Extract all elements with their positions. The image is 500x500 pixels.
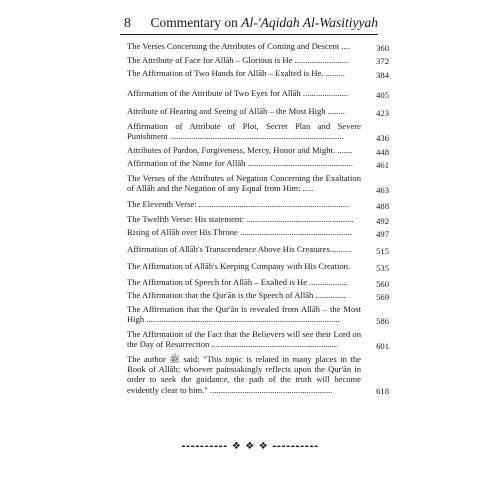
toc-entry[interactable]	[127, 41, 389, 53]
toc-entry[interactable]	[127, 244, 389, 256]
toc-entry-title: Rising of Allāh over His Throne ....................................................	[127, 227, 352, 237]
toc-entry[interactable]	[127, 304, 389, 326]
toc-entry-title: Attribute of Hearing and Seeing of Allāh – the Most High ........	[127, 106, 345, 116]
toc-entry-page: 448	[376, 146, 389, 157]
table-of-contents	[127, 41, 389, 396]
toc-entry-page: 360	[376, 42, 389, 53]
toc-entry[interactable]	[127, 106, 389, 118]
toc-entry-title: Attributes of Pardon, Forgiveness, Mercy, Honor and Might. .......	[127, 145, 353, 155]
toc-entry[interactable]	[127, 55, 389, 67]
toc-entry[interactable]	[127, 261, 389, 273]
toc-entry-title: The Affirmation of the Fact that the Believers will see their Lord on the Day of Resurrection ...........................................................	[127, 329, 361, 350]
toc-entry-page: 372	[376, 56, 389, 67]
toc-entry-title: The Verses Concerning the Attributes of Coming and Descent ....	[127, 41, 350, 51]
page-number: 8	[124, 16, 131, 31]
toc-entry[interactable]	[127, 145, 389, 157]
toc-entry-page: 436	[376, 132, 389, 143]
toc-entry-page: 497	[376, 228, 389, 239]
toc-entry-page: 535	[376, 262, 389, 273]
toc-entry-title: Affirmation of the Name for Allāh .................................................	[127, 158, 353, 168]
toc-entry[interactable]	[127, 227, 389, 239]
toc-entry-page: 384	[376, 69, 389, 80]
toc-entry-title: The Verses of the Attributes of Negation Concerning the Exaltation of Allāh and the Negation of any Equal from Him: .....	[127, 173, 361, 194]
toc-entry-title: The Eleventh Verse: ......................................................................	[127, 199, 350, 209]
toc-entry-page: 601	[376, 340, 389, 351]
toc-entry[interactable]	[127, 88, 389, 100]
toc-entry-page: 405	[376, 89, 389, 100]
toc-entry-title: The Affirmation that the Qur'ān is revealed from Allāh – the Most High ..........................................................................................	[127, 304, 361, 325]
toc-entry-page: 492	[376, 215, 389, 226]
toc-entry-title: The Affirmation of Speech for Allāh – Exalted is He ..................	[127, 277, 348, 287]
running-title	[151, 15, 379, 31]
toc-entry[interactable]	[127, 290, 389, 302]
toc-entry-page: 618	[376, 385, 389, 396]
toc-entry-title: The Twelfth Verse: His statement: ..................................................	[127, 214, 354, 224]
toc-entry[interactable]	[127, 277, 389, 289]
toc-entry[interactable]	[127, 121, 389, 143]
toc-entry[interactable]	[127, 68, 389, 80]
toc-entry-title: Affirmation of the Attribute of Two Eyes for Allāh .....................	[127, 88, 349, 98]
toc-entry[interactable]	[127, 158, 389, 170]
toc-entry-page: 423	[376, 107, 389, 118]
toc-entry[interactable]	[127, 199, 389, 211]
toc-entry[interactable]	[127, 214, 389, 226]
toc-entry-title: Affirmation of Attribute of Plot, Secret Plan and Severe Punishment .................................................................................	[127, 121, 361, 142]
running-header	[120, 14, 378, 35]
toc-entry-title: The Attribute of Face for Allāh – Glorious is He .........................	[127, 54, 349, 65]
toc-entry-page: 515	[376, 245, 389, 256]
toc-entry-title: The Affirmation of Allāh's Keeping Company with His Creation.	[127, 261, 351, 271]
toc-entry[interactable]	[127, 329, 389, 351]
toc-entry-page: 488	[376, 200, 389, 211]
toc-entry-page: 461	[376, 159, 389, 170]
toc-entry-page: 586	[376, 315, 389, 326]
toc-entry-title: The Affirmation of Two Hands for Allāh – Exalted is He. .........	[127, 68, 345, 78]
running-title-italic: Al-'Aqidah Al-Wasitiyyah	[241, 15, 378, 30]
toc-entry-title: Affirmation of Allāh's Transcendence Above His Creatures..........	[127, 244, 352, 254]
toc-entry-page: 560	[376, 278, 389, 289]
section-divider: ---------- ❖ ❖ ❖ ----------	[181, 441, 319, 452]
toc-entry-title: The Affirmation that the Qur'ān is the Speech of Allāh ..............	[127, 290, 346, 300]
toc-entry[interactable]	[127, 354, 389, 396]
toc-entry-title: The author ﷺ said: "This topic is related in many places in the Book of Allāh; whoever painstakingly reflects upon the Qur'ān in order to seek the guidance, the path of the truth will become evidently clear to him." .........................................................	[127, 354, 361, 395]
toc-entry-page: 463	[376, 184, 389, 195]
toc-entry[interactable]	[127, 173, 389, 195]
running-title-prefix: Commentary on	[150, 15, 242, 30]
toc-entry-page: 569	[376, 291, 389, 302]
